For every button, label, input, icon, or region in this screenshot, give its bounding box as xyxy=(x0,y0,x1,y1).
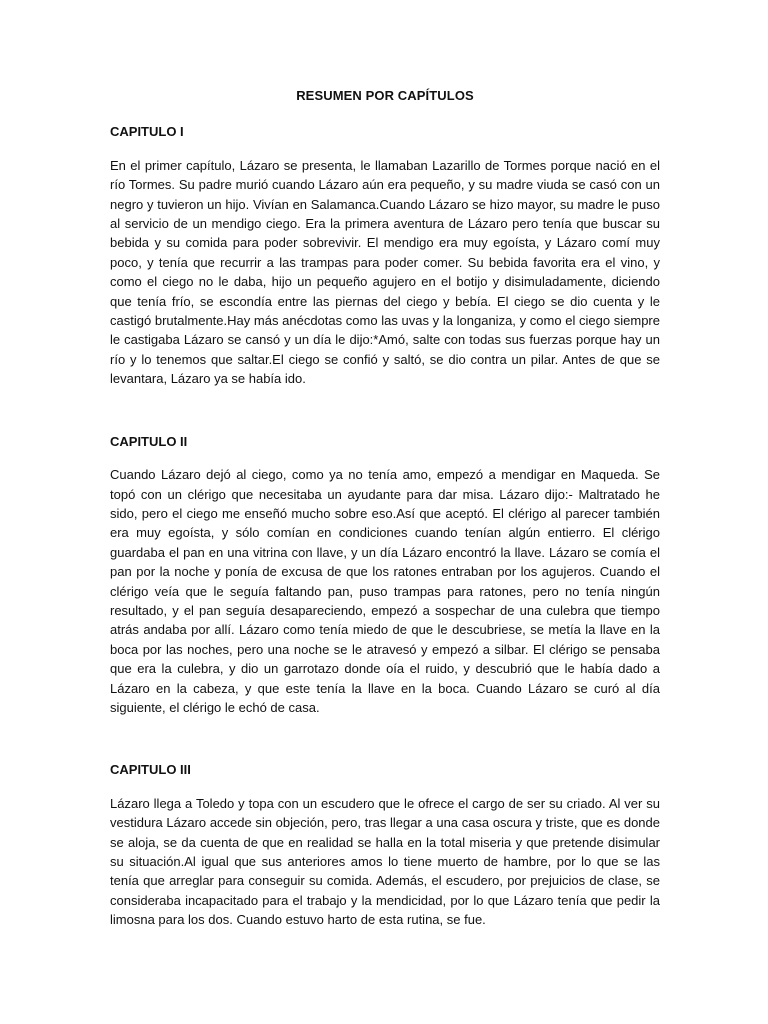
chapter-paragraph: En el primer capítulo, Lázaro se presenta, le llamaban Lazarillo de Tormes porque nació en el río Tormes. Su padre murió cuando Lázaro aún era pequeño, y su madre viuda se casó con un negro y tuvieron un hijo. Vivían en Salamanca.Cuando Lázaro se hizo mayor, su madre le puso al servicio de un mendigo ciego. Era la primera aventura de Lázaro pero tenía que buscar su bebida y su comida para poder sobrevivir. El mendigo era muy egoísta, y Lázaro comí muy poco, y tenía que recurrir a las trampas para poder comer. Su bebida favorita era el vino, y como el ciego no le daba, hijo un pequeño agujero en el botijo y disimuladamente, diciendo que tenía frío, se escondía entre las piernas del ciego y bebía. El ciego se dio cuenta y le castigó brutalmente.Hay más anécdotas como las uvas y la longaniza, y como el ciego siempre le castigaba Lázaro se cansó y un día le dijo:*Amó, salte con todas sus fuerzas porque hay un río y lo tenemos que saltar.El ciego se confió y saltó, se dio contra un pilar. Antes de que se levantara, Lázaro ya se había ido. xyxy=(110,157,660,387)
chapter-paragraph: Lázaro llega a Toledo y topa con un escudero que le ofrece el cargo de ser su criado. Al ver su vestidura Lázaro accede sin objeción, pero, tras llegar a una casa oscura y triste, que es donde se aloja, se da cuenta de que en realidad se halla en la total miseria y que pretende disimular su situación.Al igual que sus anteriores amos lo tiene muerto de hambre, por lo que se las tenía que arreglar para conseguir su comida. Además, el escudero, por prejuicios de clase, se consideraba incapacitado para el trabajo y la mendicidad, por lo que Lázaro tenía que pedir la limosna para los dos. Cuando estuvo harto de esta rutina, se fue. xyxy=(110,795,660,928)
chapter-paragraph: Cuando Lázaro dejó al ciego, como ya no tenía amo, empezó a mendigar en Maqueda. Se topó con un clérigo que necesitaba un ayudante para dar misa. Lázaro dijo:- Maltratado he sido, pero el ciego me enseñó mucho sobre eso.Así que aceptó. El clérigo al parecer también era muy egoísta, y sólo comían en condiciones cuando tenían algún entierro. El clérigo guardaba el pan en una vitrina con llave, y un día Lázaro encontró la llave. Lázaro se comía el pan por la noche y ponía de excusa de que los ratones entraban por los agujeros. Cuando el clérigo veía que le seguía faltando pan, puso trampas para ratones, pero no tenía ningún resultado, y el pan seguía desapareciendo, empezó a sospechar de una culebra que tiempo atrás andaba por allí. Lázaro como tenía miedo de que le descubriese, se metía la llave en la boca por las noches, pero una noche se le atravesó y empezó a silbar. El clérigo se pensaba que era la culebra, y dio un garrotazo donde oía el ruido, y descubrió que le había dado a Lázaro en la cabeza, y que este tenía la llave en la boca. Cuando Lázaro se curó al día siguiente, el clérigo le echó de casa. xyxy=(110,467,660,715)
chapter-heading: CAPITULO III xyxy=(110,762,191,778)
chapter-heading: CAPITULO I xyxy=(110,124,184,140)
chapter-heading: CAPITULO II xyxy=(110,433,188,449)
chapter-section-3 xyxy=(110,760,660,929)
chapter-section-2 xyxy=(110,432,660,718)
document-title: RESUMEN POR CAPÍTULOS xyxy=(296,88,474,103)
chapter-section-1 xyxy=(110,122,660,388)
